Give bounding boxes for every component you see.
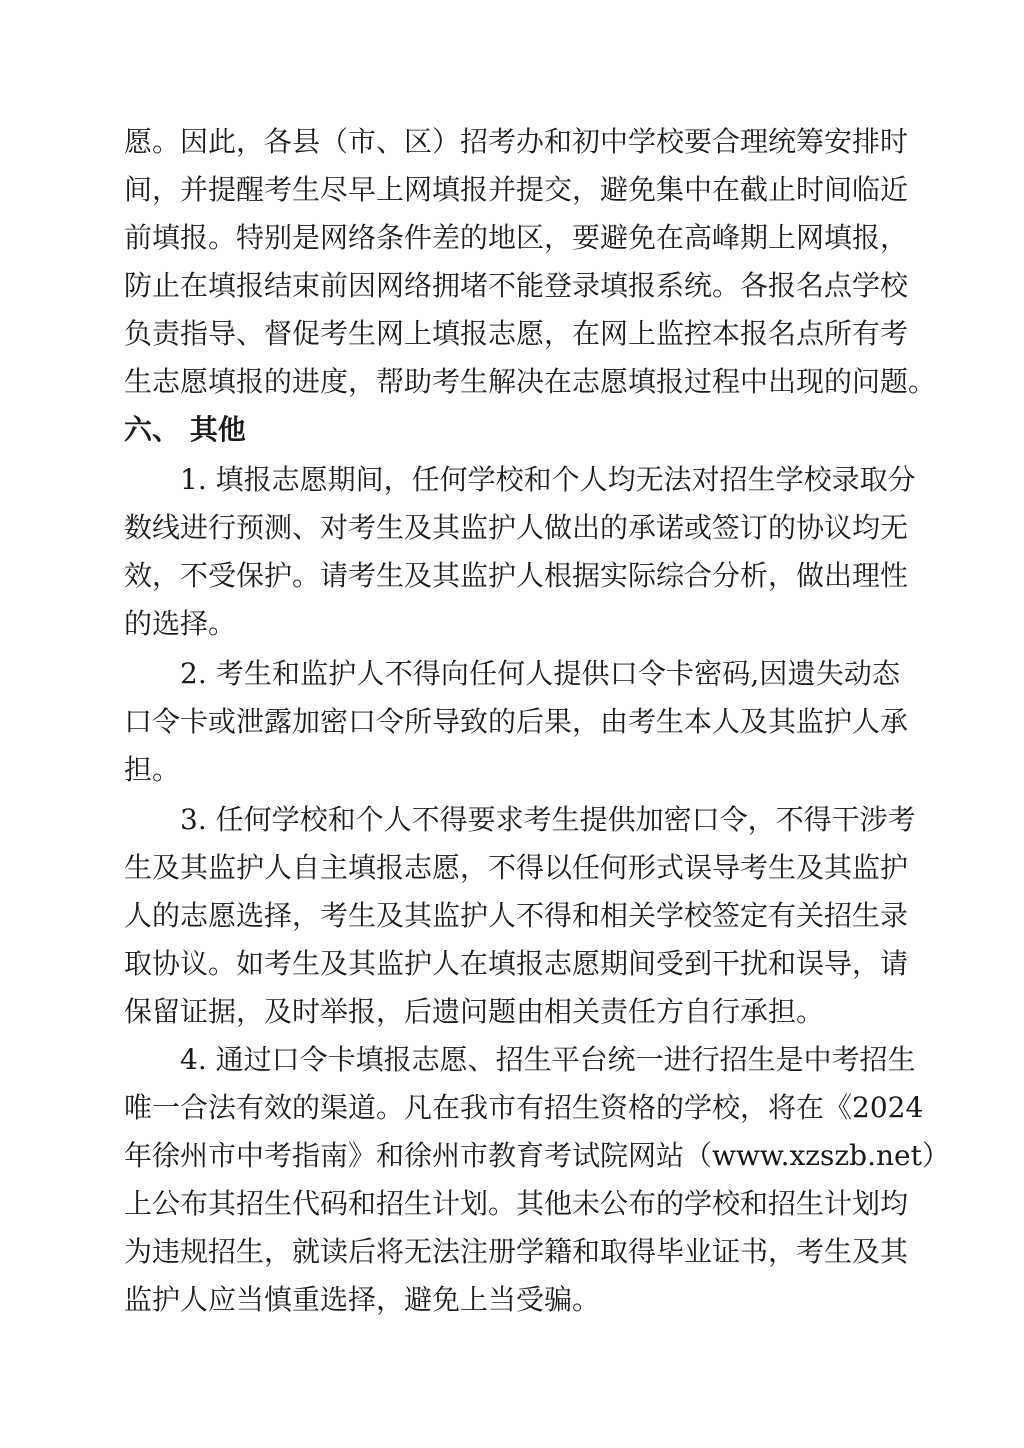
item-3-line: 生及其监护人自主填报志愿，不得以任何形式误导考生及其监护	[124, 851, 909, 884]
item-4-line: 4. 通过口令卡填报志愿、招生平台统一进行招生是中考招生	[180, 1043, 916, 1076]
item-4-line: 为违规招生，就读后将无法注册学籍和取得毕业证书，考生及其	[124, 1235, 909, 1268]
paragraph-line: 间，并提醒考生尽早上网填报并提交，避免集中在截止时间临近	[124, 173, 909, 206]
section-heading: 六、 其他	[124, 413, 246, 446]
item-3-line: 保留证据，及时举报，后遗问题由相关责任方自行承担。	[124, 995, 825, 1028]
item-2-line: 2. 考生和监护人不得向任何人提供口令卡密码,因遗失动态	[180, 657, 900, 690]
item-1-line: 的选择。	[124, 607, 237, 640]
item-3-line: 人的志愿选择，考生及其监护人不得和相关学校签定有关招生录	[124, 899, 909, 932]
item-1-line: 效，不受保护。请考生及其监护人根据实际综合分析，做出理性	[124, 559, 909, 592]
item-3-line: 3. 任何学校和个人不得要求考生提供加密口令，不得干涉考	[180, 803, 916, 836]
item-4-line: 上公布其招生代码和招生计划。其他未公布的学校和招生计划均	[124, 1187, 909, 1220]
paragraph-line: 防止在填报结束前因网络拥堵不能登录填报系统。各报名点学校	[124, 269, 909, 302]
item-4-line: 年徐州市中考指南》和徐州市教育考试院网站（www.xzszb.net）	[124, 1139, 950, 1172]
item-1-line: 数线进行预测、对考生及其监护人做出的承诺或签订的协议均无	[124, 511, 909, 544]
item-2-line: 担。	[124, 753, 181, 786]
item-1-line: 1. 填报志愿期间，任何学校和个人均无法对招生学校录取分	[180, 463, 916, 496]
paragraph-line: 愿。因此，各县（市、区）招考办和初中学校要合理统筹安排时	[124, 125, 909, 158]
paragraph-line: 前填报。特别是网络条件差的地区，要避免在高峰期上网填报，	[124, 221, 909, 254]
item-4-line: 唯一合法有效的渠道。凡在我市有招生资格的学校，将在《2024	[124, 1091, 924, 1124]
item-4-line: 监护人应当慎重选择，避免上当受骗。	[124, 1283, 601, 1316]
paragraph-line: 负责指导、督促考生网上填报志愿，在网上监控本报名点所有考	[124, 317, 909, 350]
item-2-line: 口令卡或泄露加密口令所导致的后果，由考生本人及其监护人承	[124, 705, 909, 738]
paragraph-line: 生志愿填报的进度，帮助考生解决在志愿填报过程中出现的问题。	[124, 365, 937, 398]
item-3-line: 取协议。如考生及其监护人在填报志愿期间受到干扰和误导，请	[124, 947, 909, 980]
